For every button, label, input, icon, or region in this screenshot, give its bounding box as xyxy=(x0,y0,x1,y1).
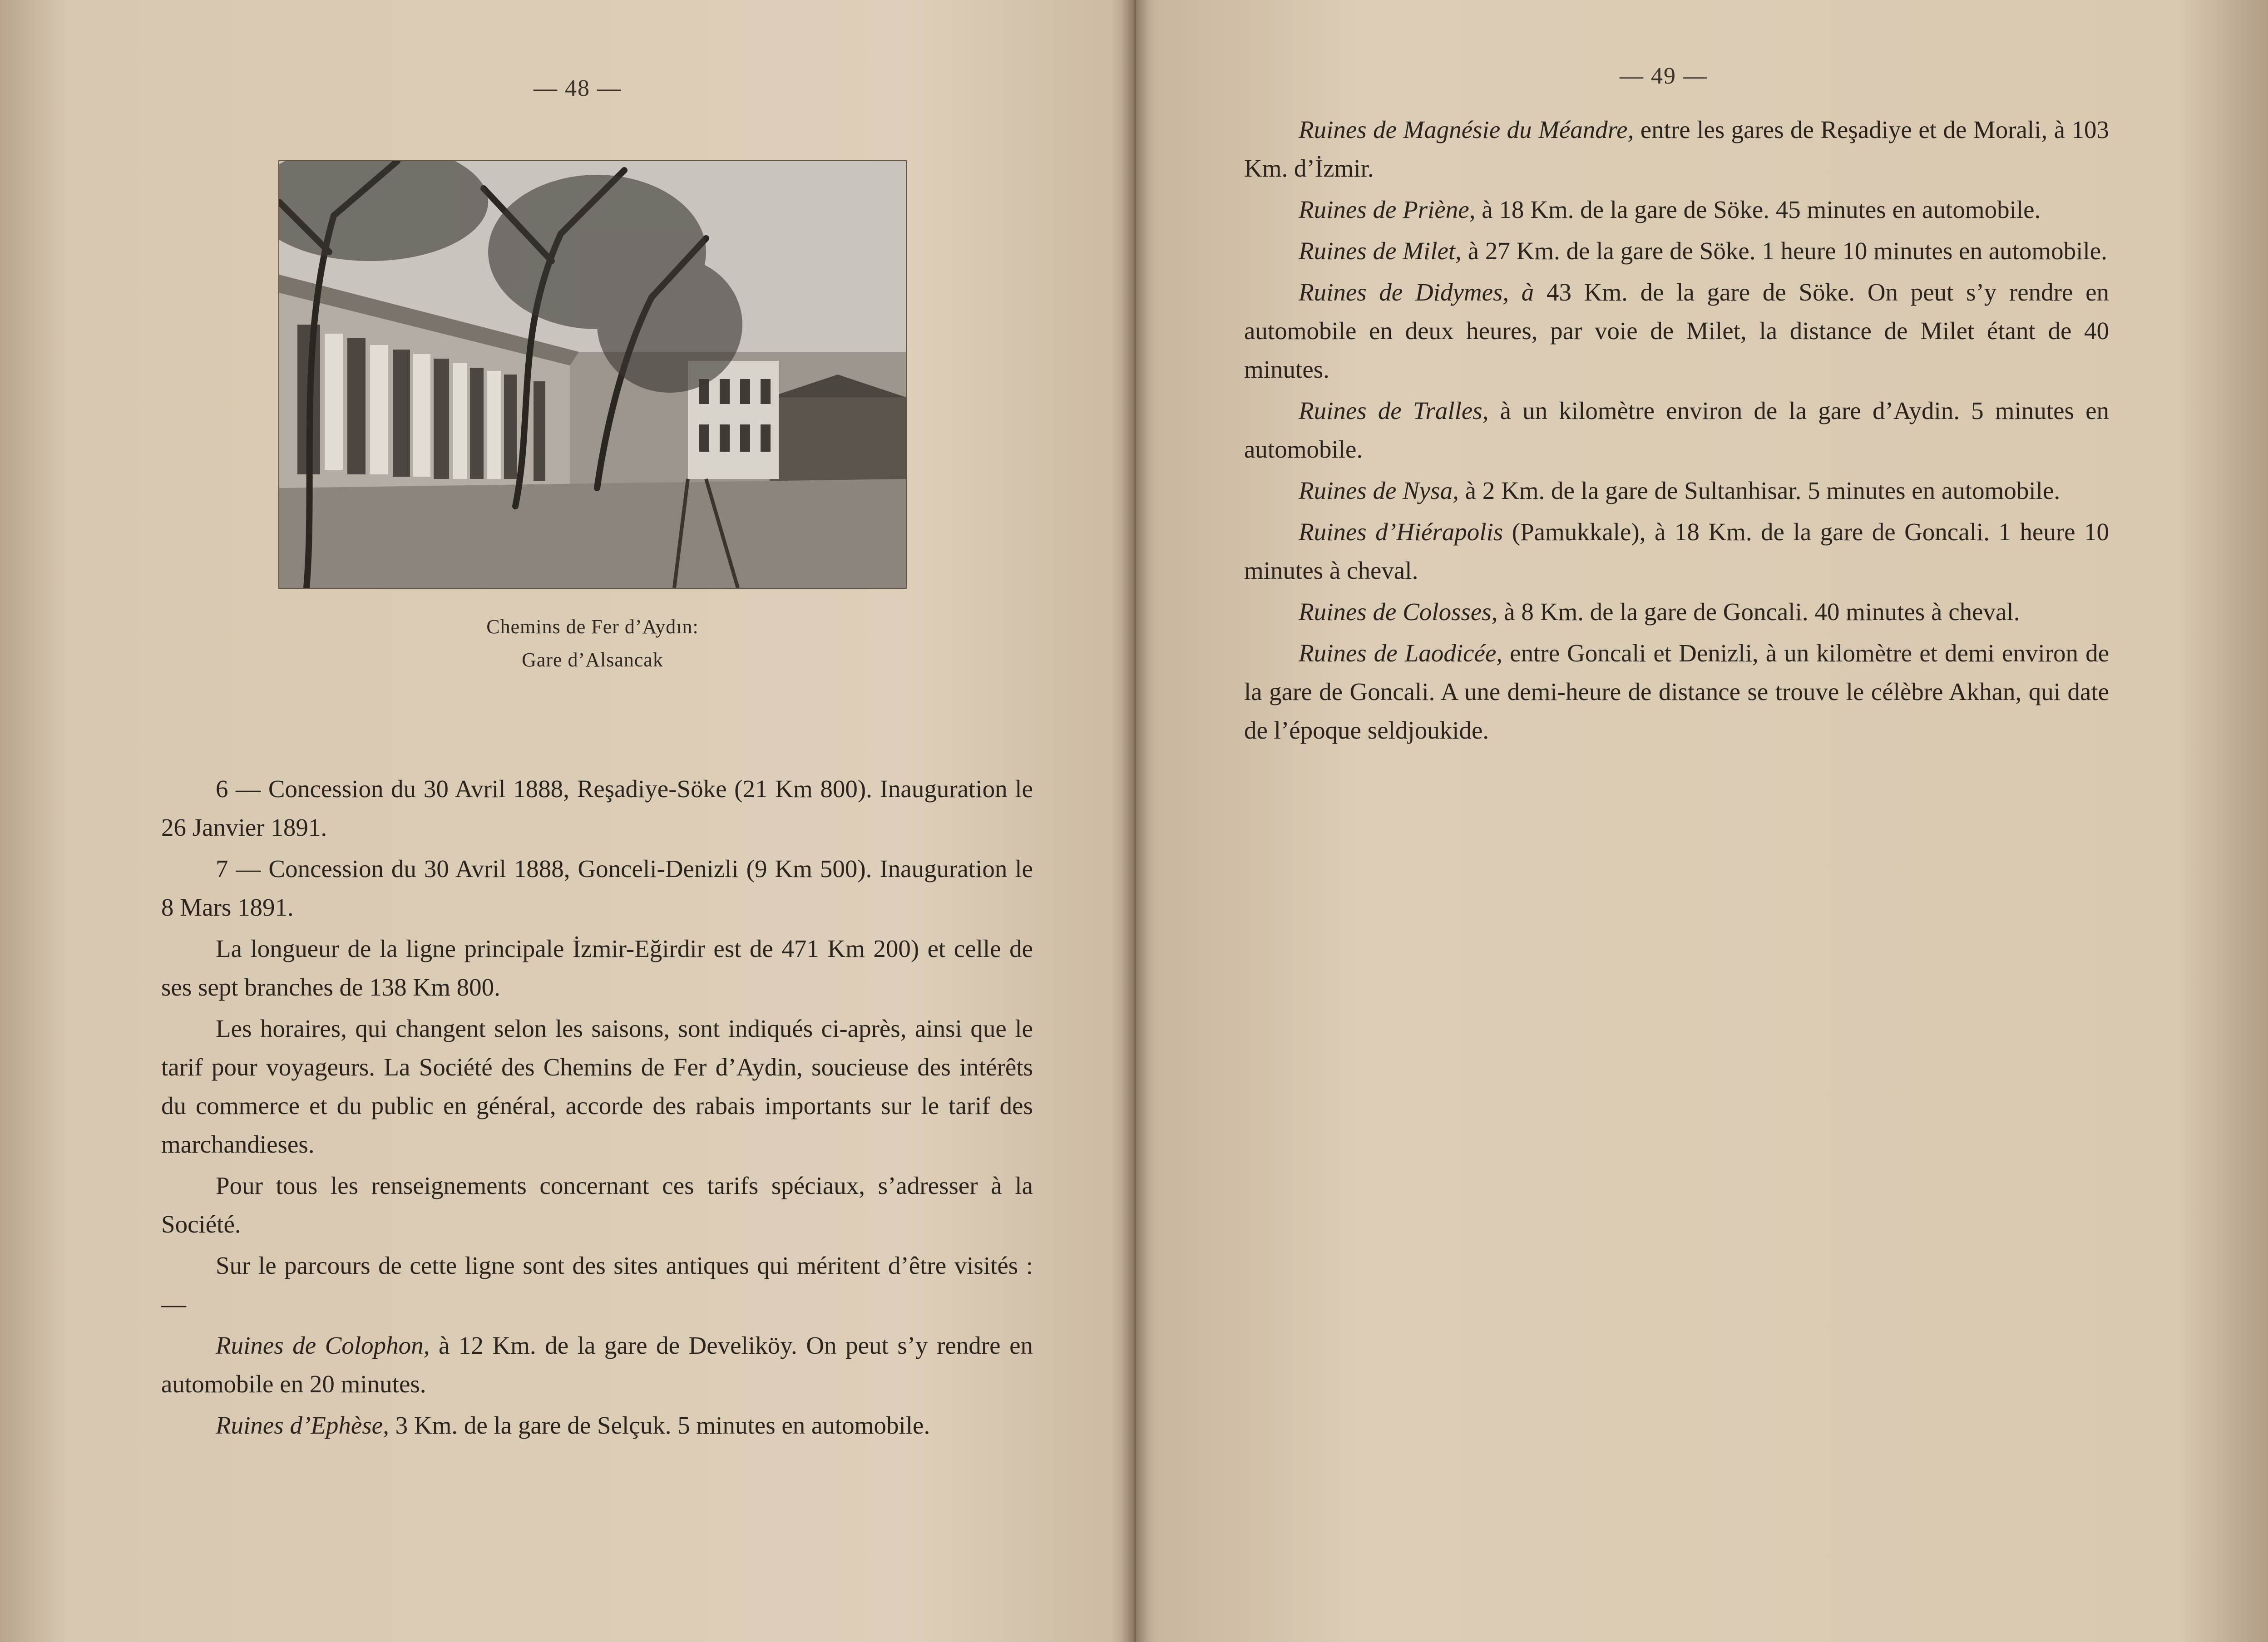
paragraph xyxy=(161,1246,1033,1323)
site-name: Ruines de Magnésie du Méandre, xyxy=(1299,116,1634,143)
paragraph-text: (Pamukkale), à 18 Km. de la gare de Goncali. 1 heure 10 minutes à cheval. xyxy=(1244,518,2109,584)
paragraph xyxy=(1244,273,2109,389)
paragraph xyxy=(161,1406,1033,1445)
photo-caption-subtitle: Gare d’Alsancak xyxy=(522,649,663,671)
paragraph xyxy=(161,1166,1033,1243)
paragraph xyxy=(1244,190,2109,229)
paragraph-text: 3 Km. de la gare de Selçuk. 5 minutes en automobile. xyxy=(389,1411,930,1439)
paragraph xyxy=(161,849,1033,927)
photo-illustration xyxy=(279,161,906,588)
paragraph-text: entre Goncali et Denizli, à un kilomètre et demi environ de la gare de Goncali. A une demi-heure de distance se trouve le célèbre Akhan, qui date de l’époque seldjoukide. xyxy=(1244,639,2109,744)
paragraph-text: Les horaires, qui changent selon les saisons, sont indiqués ci-après, ainsi que le tarif pour voyageurs. La Société des Chemins de Fer d’Aydin, soucieuse des intérêts du commerce et du public en général, accorde des rabais importants sur le tarif des marchandieses. xyxy=(161,1015,1033,1158)
paragraph xyxy=(1244,391,2109,468)
paragraph xyxy=(161,769,1033,847)
site-name: Ruines de Tralles, xyxy=(1299,397,1489,424)
railway-station-photo xyxy=(279,161,906,588)
site-name: Ruines d’Ephèse, xyxy=(216,1411,389,1439)
paragraph-text: entre les gares de Reşadiye et de Morali, à 103 Km. d’İzmir. xyxy=(1244,116,2109,182)
paragraph xyxy=(1244,513,2109,590)
paragraph-text: Sur le parcours de cette ligne sont des sites antiques qui méritent d’être visités : — xyxy=(161,1252,1033,1318)
photo-caption-title: Chemins de Fer d’Aydın: xyxy=(486,616,699,638)
site-name: Ruines d’Hiérapolis xyxy=(1299,518,1503,546)
right-body-text xyxy=(1244,110,2109,752)
site-name: Ruines de Milet, xyxy=(1299,237,1462,265)
paragraph xyxy=(1244,634,2109,750)
paragraph-text: à 8 Km. de la gare de Goncali. 40 minutes à cheval. xyxy=(1497,598,2020,626)
page-number: — 49 — xyxy=(1620,63,1708,89)
paragraph-text: Pour tous les renseignements concernant ces tarifs spéciaux, s’adresser à la Société. xyxy=(161,1172,1033,1238)
paragraph xyxy=(161,1326,1033,1403)
paragraph xyxy=(1244,471,2109,510)
paragraph-text: à 12 Km. de la gare de Develiköy. On peut s’y rendre en automobile en 20 minutes. xyxy=(161,1331,1033,1398)
site-name: Ruines de Priène, xyxy=(1299,196,1476,223)
site-name: Ruines de Didymes, à xyxy=(1299,278,1534,306)
paragraph xyxy=(161,929,1033,1006)
paragraph-text: 43 Km. de la gare de Söke. On peut s’y rendre en automobile en deux heures, par voie de Milet, la distance de Milet étant de 40 minutes. xyxy=(1244,278,2109,383)
paragraph-text: à un kilomètre environ de la gare d’Aydin. 5 minutes en automobile. xyxy=(1244,397,2109,463)
paragraph-text: à 2 Km. de la gare de Sultanhisar. 5 minutes en automobile. xyxy=(1458,477,2060,504)
paragraph-text: à 27 Km. de la gare de Söke. 1 heure 10 minutes en automobile. xyxy=(1461,237,2107,265)
paragraph-text: 6 — Concession du 30 Avril 1888, Reşadiye-Söke (21 Km 800). Inauguration le 26 Janvier 1891. xyxy=(161,775,1033,841)
site-name: Ruines de Nysa, xyxy=(1299,477,1459,504)
site-name: Ruines de Colophon, xyxy=(216,1331,430,1359)
paragraph xyxy=(1244,232,2109,270)
paragraph-text: 7 — Concession du 30 Avril 1888, Gonceli-Denizli (9 Km 500). Inauguration le 8 Mars 1891. xyxy=(161,855,1033,921)
site-name: Ruines de Colosses, xyxy=(1299,598,1498,626)
paragraph xyxy=(1244,110,2109,187)
right-page xyxy=(1134,0,2268,1642)
page-number: — 48 — xyxy=(534,75,622,101)
paragraph-text: à 18 Km. de la gare de Söke. 45 minutes en automobile. xyxy=(1475,196,2041,223)
paragraph xyxy=(161,1009,1033,1164)
left-body-text xyxy=(161,769,1033,1447)
paragraph-text: La longueur de la ligne principale İzmir-Eğirdir est de 471 Km 200) et celle de ses sept branches de 138 Km 800. xyxy=(161,935,1033,1001)
paragraph xyxy=(1244,592,2109,631)
site-name: Ruines de Laodicée, xyxy=(1299,639,1503,667)
